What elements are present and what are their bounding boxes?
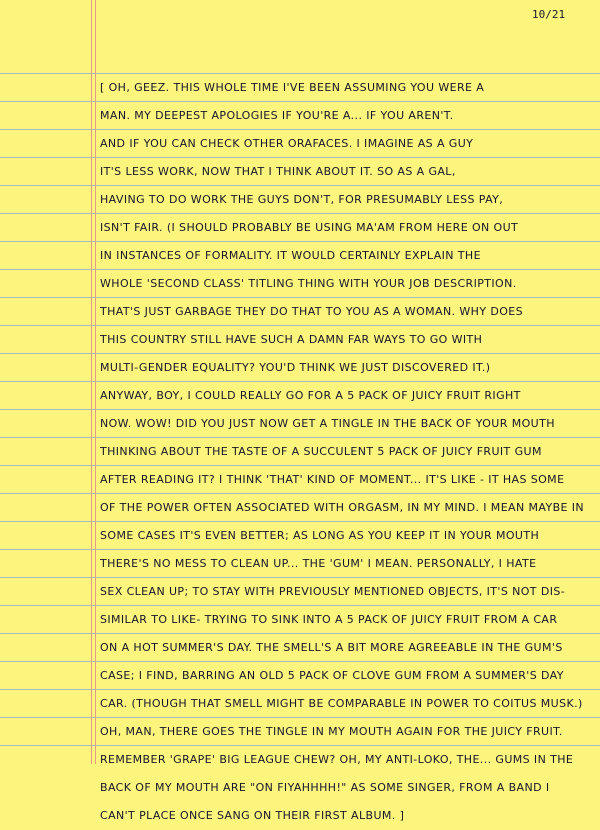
text-line: SIMILAR TO LIKE- TRYING TO SINK INTO A 5 PACK OF JUICY FRUIT FROM A CAR bbox=[100, 613, 558, 626]
text-line: WHOLE 'SECOND CLASS' TITLING THING WITH YOUR JOB DESCRIPTION. bbox=[100, 277, 517, 290]
top-margin-band bbox=[0, 0, 600, 60]
text-line: THAT'S JUST GARBAGE THEY DO THAT TO YOU AS A WOMAN. WHY DOES bbox=[100, 305, 523, 318]
page-number: 10/21 bbox=[532, 8, 566, 21]
text-line: REMEMBER 'GRAPE' BIG LEAGUE CHEW? OH, MY ANTI-LOKO, THE... GUMS IN THE bbox=[100, 753, 574, 766]
text-line: IT'S LESS WORK, NOW THAT I THINK ABOUT IT. SO AS A GAL, bbox=[100, 165, 456, 178]
text-line: OH, MAN, THERE GOES THE TINGLE IN MY MOUTH AGAIN FOR THE JUICY FRUIT. bbox=[100, 725, 563, 738]
text-line: SOME CASES IT'S EVEN BETTER; AS LONG AS YOU KEEP IT IN YOUR MOUTH bbox=[100, 529, 540, 542]
text-line: MAN. MY DEEPEST APOLOGIES IF YOU'RE A... IF YOU AREN'T. bbox=[100, 109, 454, 122]
text-line: AND IF YOU CAN CHECK OTHER ORAFACES. I IMAGINE AS A GUY bbox=[100, 137, 474, 150]
text-line: HAVING TO DO WORK THE GUYS DON'T, FOR PRESUMABLY LESS PAY, bbox=[100, 193, 504, 206]
text-line: THINKING ABOUT THE TASTE OF A SUCCULENT 5 PACK OF JUICY FRUIT GUM bbox=[100, 445, 542, 458]
text-line: CAN'T PLACE ONCE SANG ON THEIR FIRST ALBUM. ] bbox=[100, 809, 405, 822]
text-line: ANYWAY, BOY, I COULD REALLY GO FOR A 5 PACK OF JUICY FRUIT RIGHT bbox=[100, 389, 521, 402]
text-line: ON A HOT SUMMER'S DAY. THE SMELL'S A BIT MORE AGREEABLE IN THE GUM'S bbox=[100, 641, 563, 654]
text-line: SEX CLEAN UP; TO STAY WITH PREVIOUSLY MENTIONED OBJECTS, IT'S NOT DIS- bbox=[100, 585, 566, 598]
handwritten-text-block bbox=[100, 74, 596, 830]
text-line: CASE; I FIND, BARRING AN OLD 5 PACK OF CLOVE GUM FROM A SUMMER'S DAY bbox=[100, 669, 564, 682]
margin-line-left bbox=[91, 0, 92, 764]
margin-line-right bbox=[95, 0, 96, 764]
text-line: AFTER READING IT? I THINK 'THAT' KIND OF MOMENT... IT'S LIKE - IT HAS SOME bbox=[100, 473, 565, 486]
text-line: OF THE POWER OFTEN ASSOCIATED WITH ORGASM, IN MY MIND. I MEAN MAYBE IN bbox=[100, 501, 585, 514]
text-line: MULTI-GENDER EQUALITY? YOU'D THINK WE JUST DISCOVERED IT.) bbox=[100, 361, 491, 374]
text-line: THERE'S NO MESS TO CLEAN UP... THE 'GUM' I MEAN. PERSONALLY, I HATE bbox=[100, 557, 537, 570]
text-line: BACK OF MY MOUTH ARE "ON FIYAHHHH!" AS SOME SINGER, FROM A BAND I bbox=[100, 781, 550, 794]
text-line: THIS COUNTRY STILL HAVE SUCH A DAMN FAR WAYS TO GO WITH bbox=[100, 333, 483, 346]
text-line: [ OH, GEEZ. THIS WHOLE TIME I'VE BEEN ASSUMING YOU WERE A bbox=[100, 81, 485, 94]
text-line: NOW. WOW! DID YOU JUST NOW GET A TINGLE IN THE BACK OF YOUR MOUTH bbox=[100, 417, 555, 430]
text-line: CAR. (THOUGH THAT SMELL MIGHT BE COMPARABLE IN POWER TO COITUS MUSK.) bbox=[100, 697, 583, 710]
text-line: IN INSTANCES OF FORMALITY. IT WOULD CERTAINLY EXPLAIN THE bbox=[100, 249, 481, 262]
text-line: ISN'T FAIR. (I SHOULD PROBABLY BE USING MA'AM FROM HERE ON OUT bbox=[100, 221, 519, 234]
